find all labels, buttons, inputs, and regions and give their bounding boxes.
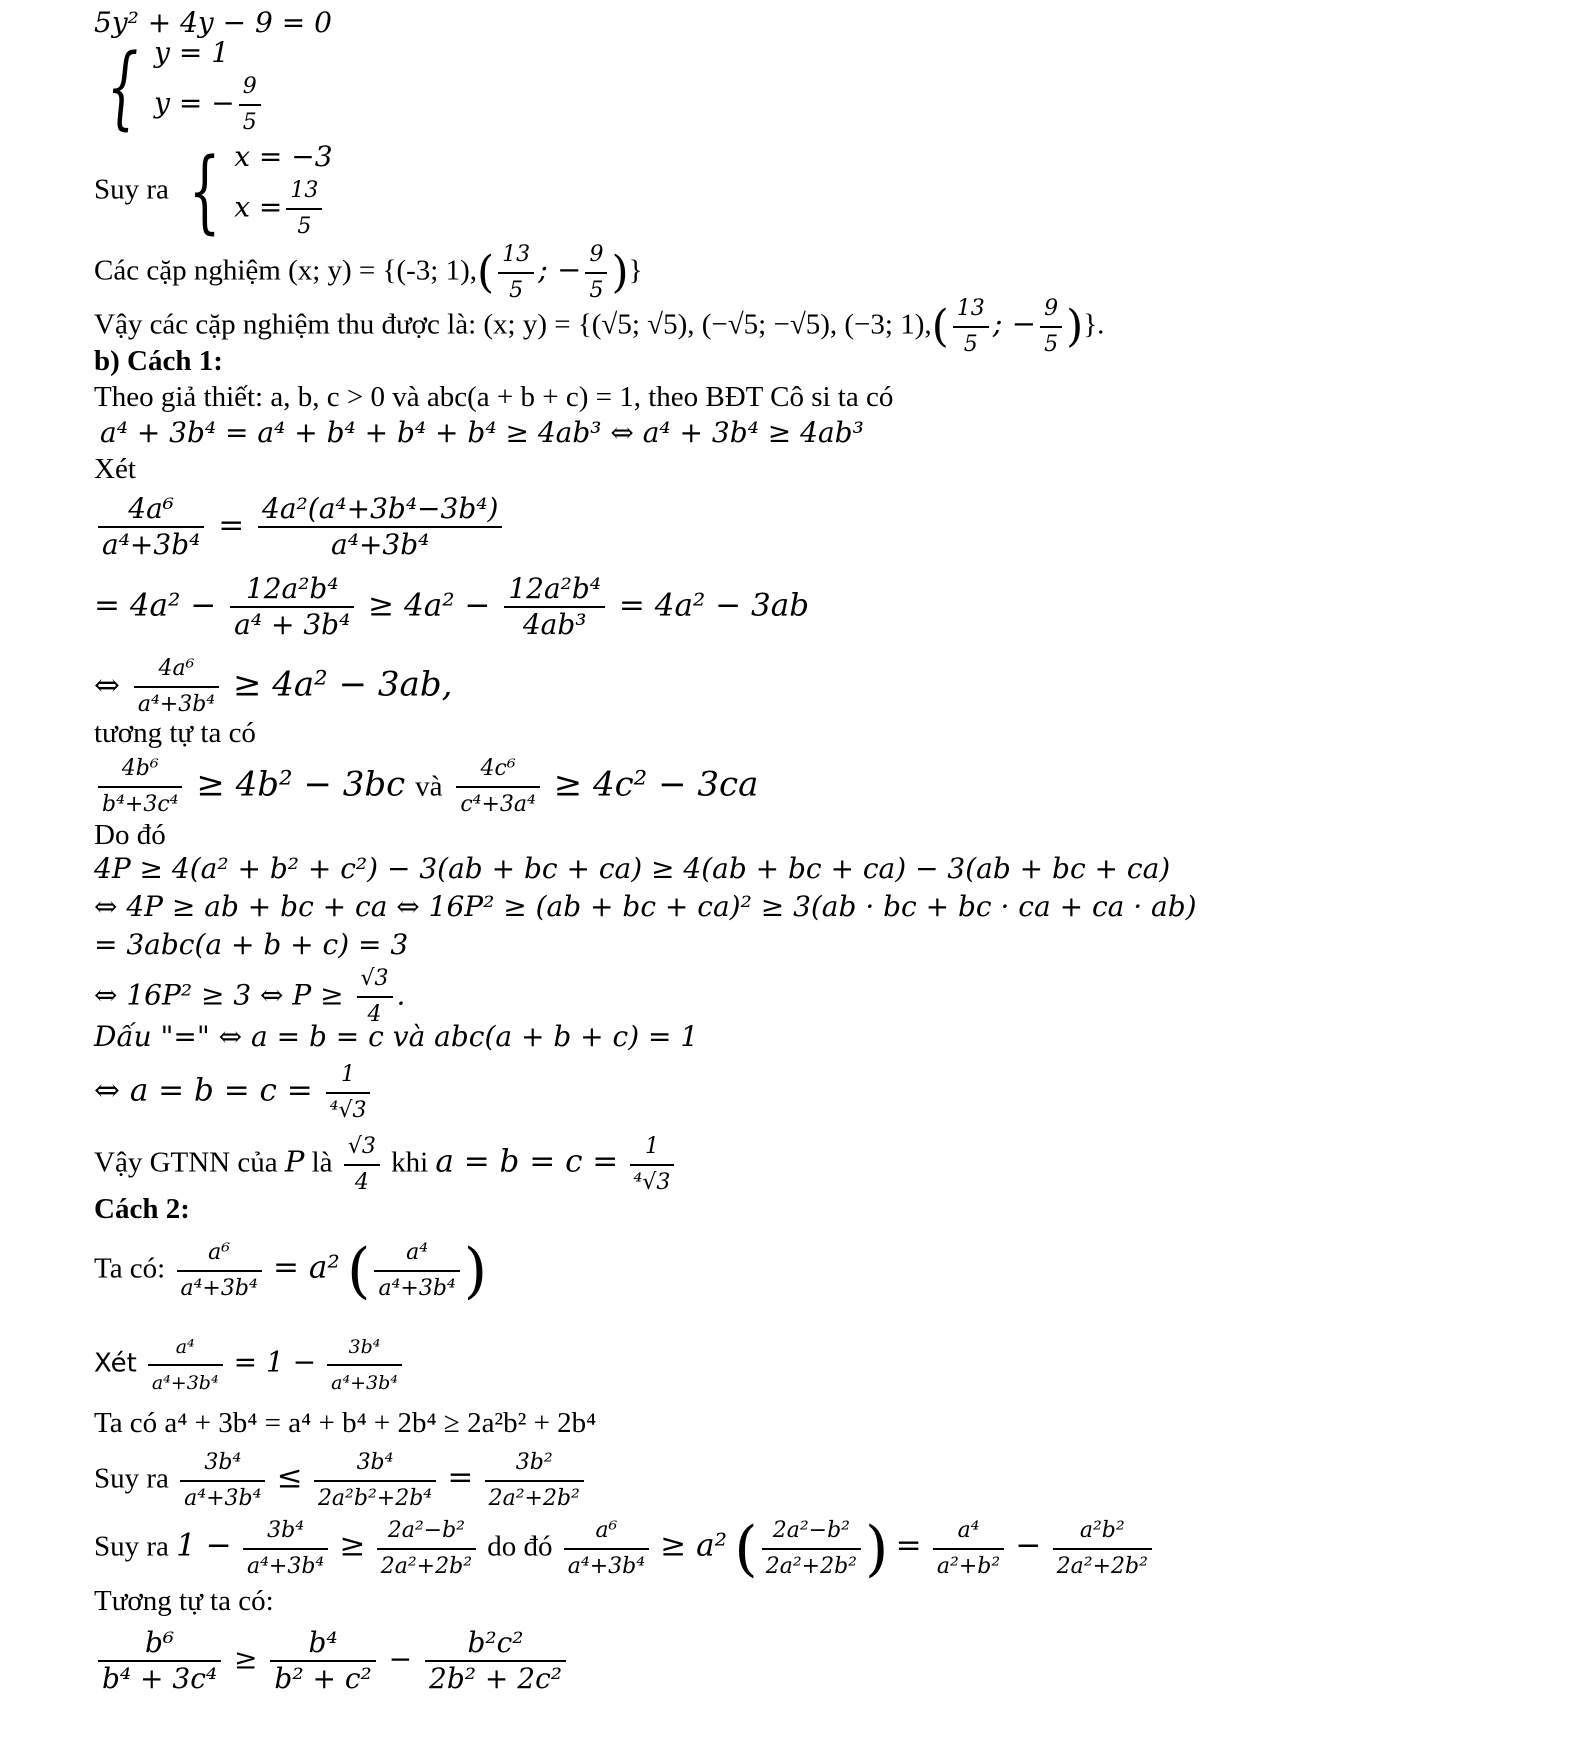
y-solution-2: y = − $\frac{9}{5}$ [154, 70, 265, 140]
system-x [94, 140, 333, 244]
final-inequality: $\frac{\text{b⁶}}{\text{b⁴ + 3c⁴}}$ ≥ $\frac{\text{b⁴}}{\text{b² + c²}}$ − $\frac{\text{b²c²}}{\text{2b² + 2c²}}$ [94, 1626, 570, 1696]
equality-condition: Dấu "=" ⇔ a = b = c và abc(a + b + c) = 1 [94, 1020, 699, 1053]
heading-cach-1: b) Cách 1: [94, 345, 223, 377]
inequality-chain: = 4a² − $\frac{\text{12a²b⁴}}{\text{a⁴ + 3b⁴}}$ ≥ 4a² − $\frac{\text{12a²b⁴}}{\text{4ab³}}$ = 4a² − 3ab [94, 572, 810, 641]
equivalence-line: ⇔ $\frac{\text{4a⁶}}{\text{a⁴+3b⁴}}$ ≥ 4a² − 3ab, [94, 652, 452, 722]
equality-values: ⇔ a = b = c = $\frac{1}{\text{⁴√3}}$ [94, 1058, 374, 1128]
final-solution-pairs: Vậy các cặp nghiệm thu được là: (x; y) = {(√5; √5), (−√5; −√5), (−3; 1),( $\frac{13}{5}$ ; − $\frac{9}{5}$ )}. [94, 292, 1104, 362]
solution-pairs: Các cặp nghiệm (x; y) = {(-3; 1),( $\frac{13}{5}$ ; − $\frac{9}{5}$ )} [94, 238, 643, 308]
left-brace: { [188, 139, 221, 244]
proof-line-3: = 3abc(a + b + c) = 3 [94, 928, 409, 961]
fraction-identity: $\frac{\text{4a⁶}}{\text{a⁴+3b⁴}}$ = $\frac{\text{4a²(a⁴+3b⁴−3b⁴)}}{\text{a⁴+3b⁴}}$ [94, 492, 506, 562]
therefore-label: Do đó [94, 819, 166, 851]
xet-label: Xét [94, 453, 136, 485]
similar-inequalities: $\frac{\text{4b⁶}}{\text{b⁴+3c⁴}}$ ≥ 4b² − 3bc và $\frac{\text{4c⁶}}{\text{c⁴+3a⁴}}$ ≥ 4c² − 3ca [94, 752, 758, 822]
minimum-conclusion: Vậy GTNN của P là $\frac{√3}{4}$ khi a = b = c = $\frac{1}{\text{⁴√3}}$ [94, 1130, 678, 1200]
system-y [94, 36, 265, 140]
x-solution-2: x = $\frac{13}{5}$ [234, 174, 332, 244]
proof-line-2: ⇔ 4P ≥ ab + bc + ca ⇔ 16P² ≥ (ab + bc + ca)² ≥ 3(ab · bc + bc · ca + ca · ab) [94, 890, 1197, 923]
hypothesis-line: Theo giả thiết: a, b, c > 0 và abc(a + b + c) = 1, theo BĐT Cô si ta có [94, 381, 894, 413]
proof-line-4: ⇔ 16P² ≥ 3 ⇔ P ≥ $\frac{√3}{4}$ . [94, 962, 405, 1032]
left-brace: { [106, 35, 139, 140]
y-solution-1: y = 1 [154, 36, 230, 69]
cach2-suy-ra-2: Suy ra 1 − $\frac{\text{3b⁴}}{\text{a⁴+3b⁴}}$ ≥ $\frac{\text{2a²−b²}}{\text{2a²+2b²}}$ do đó $\frac{\text{a⁶}}{\text{a⁴+3b⁴}}$ ≥ a² ( $\frac{\text{2a²−b²}}{\text{2a²+2b²}}$ ) = $\frac{\text{a⁴}}{\text{a²+b²}}$ − $\frac{\text{a²b²}}{\text{2a²+2b²}}$ [94, 1514, 1156, 1584]
equation-quadratic: 5y² + 4y − 9 = 0 [94, 6, 332, 39]
x-solution-1: x = −3 [234, 140, 333, 173]
suy-ra-label: Suy ra [94, 173, 169, 206]
cach2-identity: Ta có: $\frac{\text{a⁶}}{\text{a⁴+3b⁴}}$ = a² ( $\frac{\text{a⁴}}{\text{a⁴+3b⁴}}$ ) [94, 1236, 488, 1306]
proof-line-1: 4P ≥ 4(a² + b² + c²) − 3(ab + bc + ca) ≥ 4(ab + bc + ca) − 3(ab + bc + ca) [94, 852, 1171, 885]
similarly-label-2: Tương tự ta có: [94, 1585, 274, 1617]
heading-cach-2: Cách 2: [94, 1193, 190, 1225]
cach2-am-gm: Ta có a⁴ + 3b⁴ = a⁴ + b⁴ + 2b⁴ ≥ 2a²b² + 2b⁴ [94, 1407, 597, 1439]
cach2-suy-ra-1: Suy ra $\frac{\text{3b⁴}}{\text{a⁴+3b⁴}}$ ≤ $\frac{\text{3b⁴}}{\text{2a²b²+2b⁴}}$ = $\frac{\text{3b²}}{\text{2a²+2b²}}$ [94, 1446, 588, 1516]
am-gm-line: a⁴ + 3b⁴ = a⁴ + b⁴ + b⁴ + b⁴ ≥ 4ab³ ⇔ a⁴ + 3b⁴ ≥ 4ab³ [100, 416, 864, 449]
cach2-xet: Xét $\frac{\text{a⁴}}{\text{a⁴+3b⁴}}$ = 1 − $\frac{\text{3b⁴}}{\text{a⁴+3b⁴}}$ [94, 1330, 406, 1400]
similarly-label: tương tự ta có [94, 717, 256, 749]
